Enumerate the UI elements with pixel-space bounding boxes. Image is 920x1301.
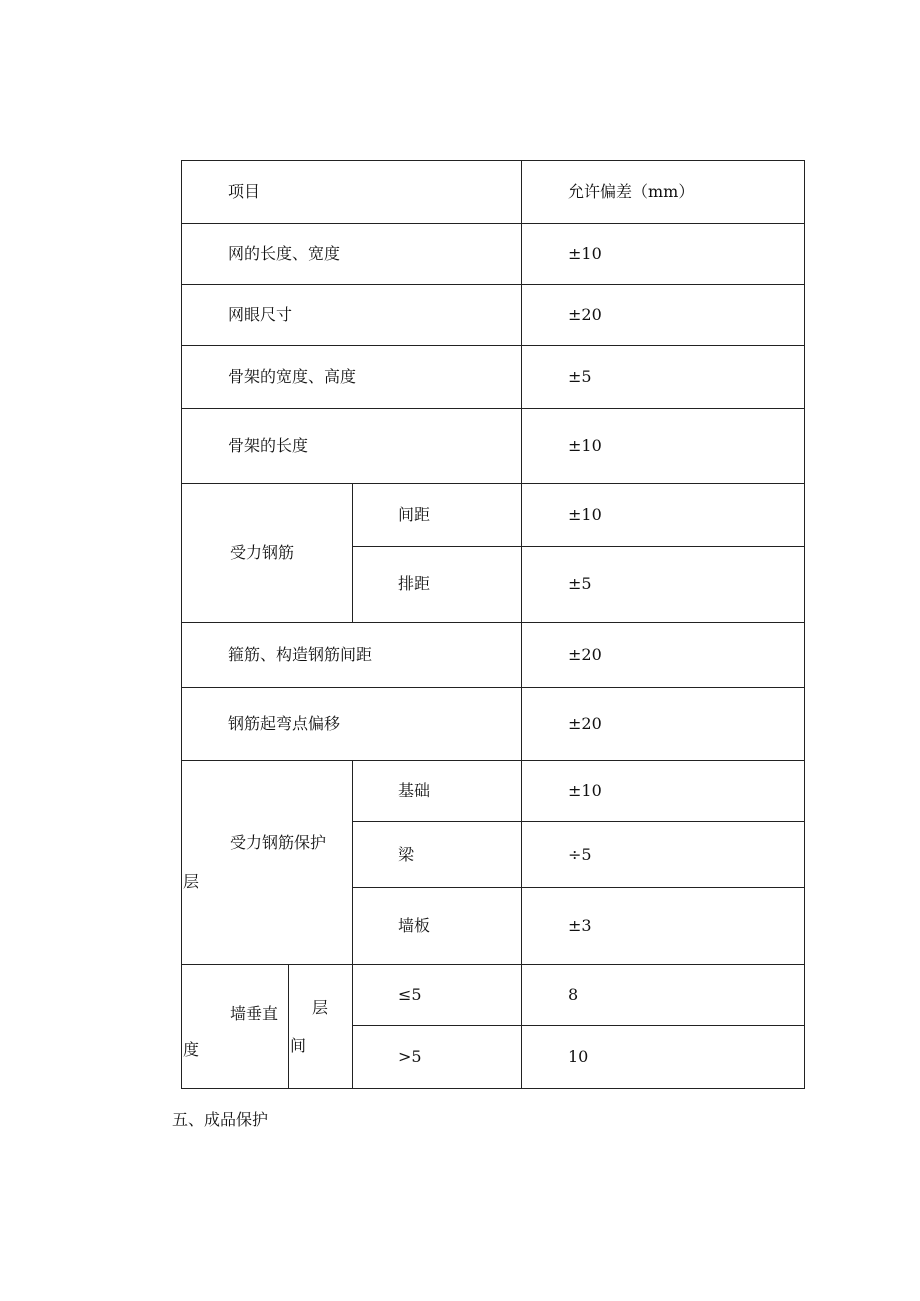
row-item: 墙垂直 xyxy=(230,1004,279,1023)
mid-item: 层 xyxy=(312,998,329,1017)
row-value: ±10 xyxy=(568,436,602,455)
row-divider xyxy=(181,284,805,285)
column-divider xyxy=(352,760,353,1089)
mid-item-wrap: 间 xyxy=(290,1036,307,1055)
row-value: ±20 xyxy=(568,305,602,324)
row-item: 钢筋起弯点偏移 xyxy=(228,714,341,733)
row-value: ±20 xyxy=(568,645,602,664)
row-divider xyxy=(181,483,805,484)
column-divider xyxy=(521,160,522,1089)
row-value: ±10 xyxy=(568,781,602,800)
row-item-wrap: 度 xyxy=(183,1040,200,1059)
table-border-bottom xyxy=(181,1088,805,1089)
row-divider xyxy=(181,964,805,965)
sub-item: 墙板 xyxy=(398,916,431,935)
section-heading: 五、成品保护 xyxy=(172,1110,269,1129)
column-divider xyxy=(288,964,289,1089)
sub-item: 间距 xyxy=(398,505,431,524)
row-value: ±3 xyxy=(568,916,592,935)
row-item: 网眼尺寸 xyxy=(228,305,293,324)
row-divider xyxy=(181,408,805,409)
row-item: 箍筋、构造钢筋间距 xyxy=(228,645,373,664)
row-value: ±10 xyxy=(568,244,602,263)
table-border-right xyxy=(804,160,805,1089)
row-item: 骨架的长度 xyxy=(228,436,309,455)
sub-item: >5 xyxy=(398,1047,422,1066)
row-value: ±5 xyxy=(568,574,592,593)
row-item: 受力钢筋 xyxy=(230,543,295,562)
row-value: ±10 xyxy=(568,505,602,524)
header-item: 项目 xyxy=(228,182,261,201)
row-divider xyxy=(352,546,805,547)
row-divider xyxy=(181,760,805,761)
row-value: 10 xyxy=(568,1047,589,1066)
row-value: 8 xyxy=(568,985,579,1004)
row-divider xyxy=(352,887,805,888)
sub-item: ≤5 xyxy=(398,985,422,1004)
row-divider xyxy=(352,1025,805,1026)
row-item-wrap: 层 xyxy=(183,872,200,891)
sub-item: 排距 xyxy=(398,574,431,593)
row-value: ÷5 xyxy=(568,845,592,864)
row-divider xyxy=(181,223,805,224)
table-border-left xyxy=(181,160,182,1089)
row-divider xyxy=(352,821,805,822)
column-divider xyxy=(352,483,353,622)
row-item: 网的长度、宽度 xyxy=(228,244,341,263)
sub-item: 梁 xyxy=(398,845,415,864)
row-divider xyxy=(181,622,805,623)
table-border-top xyxy=(181,160,805,161)
row-divider xyxy=(181,687,805,688)
row-value: ±20 xyxy=(568,714,602,733)
row-item: 骨架的宽度、高度 xyxy=(228,367,357,386)
row-item: 受力钢筋保护 xyxy=(230,833,327,852)
sub-item: 基础 xyxy=(398,781,431,800)
row-divider xyxy=(181,345,805,346)
header-tolerance: 允许偏差（mm） xyxy=(568,182,695,201)
row-value: ±5 xyxy=(568,367,592,386)
